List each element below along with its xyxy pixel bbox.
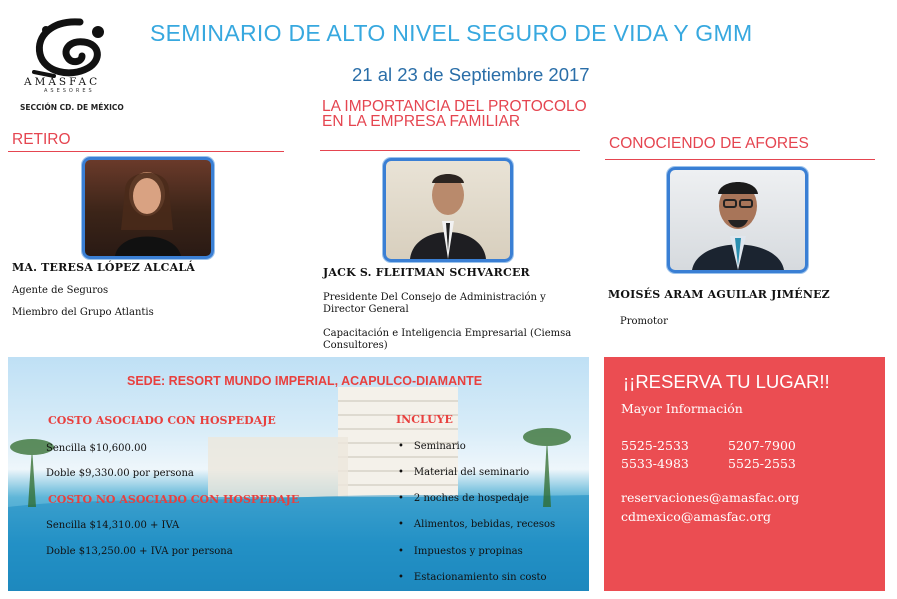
includes-item: • 2 noches de hospedaje: [398, 493, 529, 504]
logo-section: SECCIÓN CD. DE MÉXICO: [20, 103, 124, 112]
reservation-panel: [604, 357, 885, 591]
price-row: Sencilla $14,310.00 + IVA: [46, 520, 180, 531]
phone-number[interactable]: 5525-2533: [621, 438, 689, 453]
includes-item: • Alimentos, bebidas, recesos: [398, 519, 555, 530]
speaker-name-2: JACK S. FLEITMAN SCHVARCER: [323, 266, 530, 279]
email-link[interactable]: reservaciones@amasfac.org: [621, 490, 800, 505]
venue-title: SEDE: RESORT MUNDO IMPERIAL, ACAPULCO-DIAMANTE: [127, 374, 483, 388]
speaker-photo-1: [82, 157, 214, 259]
event-date: 21 al 23 de Septiembre 2017: [352, 64, 590, 85]
includes-item: • Estacionamiento sin costo: [398, 572, 547, 583]
topic-afores: CONOCIENDO DE AFORES: [609, 135, 809, 152]
speaker-role-2a: Presidente Del Consejo de Administración y Director General: [323, 292, 546, 315]
price-row: Doble $13,250.00 + IVA por persona: [46, 546, 233, 557]
venue-panel: [8, 357, 589, 591]
divider: [320, 150, 580, 151]
includes-item: • Material del seminario: [398, 467, 529, 478]
phone-number[interactable]: 5533-4983: [621, 456, 689, 471]
speaker-photo-2: [383, 158, 513, 262]
includes-heading: INCLUYE: [396, 413, 453, 426]
includes-item: • Impuestos y propinas: [398, 546, 523, 557]
speaker-role-3: Promotor: [620, 316, 668, 327]
logo-subtitle: ASESORES: [44, 88, 95, 94]
topic-protocolo: LA IMPORTANCIA DEL PROTOCOLO EN LA EMPRESA FAMILIAR: [322, 98, 587, 130]
reserve-title: ¡¡RESERVA TU LUGAR!!: [623, 371, 830, 392]
topic-retiro: RETIRO: [12, 131, 71, 148]
includes-item: • Seminario: [398, 441, 466, 452]
logo-brand: AMASFAC: [24, 76, 101, 88]
phone-number[interactable]: 5207-7900: [728, 438, 796, 453]
speaker-photo-3: [667, 167, 808, 273]
email-link[interactable]: cdmexico@amasfac.org: [621, 509, 772, 524]
price-row: Sencilla $10,600.00: [46, 443, 147, 454]
divider: [8, 151, 284, 152]
divider: [605, 159, 875, 160]
speaker-name-3: MOISÉS ARAM AGUILAR JIMÉNEZ: [608, 288, 830, 301]
phone-number[interactable]: 5525-2553: [728, 456, 796, 471]
cost-without-lodging-heading: COSTO NO ASOCIADO CON HOSPEDAJE: [48, 493, 300, 506]
speaker-role-2b: Capacitación e Inteligencia Empresarial (Ciemsa Consultores): [323, 328, 572, 351]
cost-with-lodging-heading: COSTO ASOCIADO CON HOSPEDAJE: [48, 414, 276, 427]
speaker-name-1: MA. TERESA LÓPEZ ALCALÁ: [12, 261, 196, 274]
price-row: Doble $9,330.00 por persona: [46, 468, 194, 479]
more-info-label: Mayor Información: [621, 401, 743, 416]
speaker-role-1b: Miembro del Grupo Atlantis: [12, 307, 154, 318]
speaker-role-1a: Agente de Seguros: [12, 285, 109, 296]
page-title: SEMINARIO DE ALTO NIVEL SEGURO DE VIDA Y GMM: [150, 20, 753, 46]
